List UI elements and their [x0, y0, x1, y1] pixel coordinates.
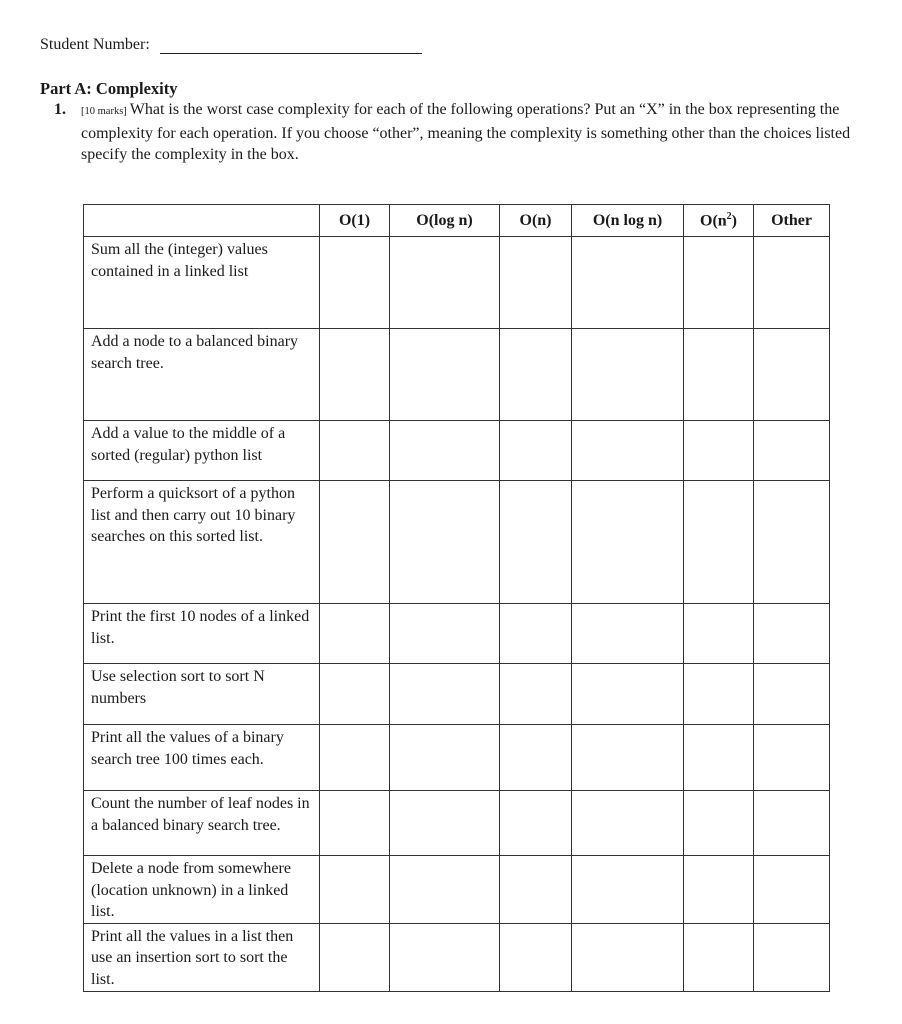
table-row [84, 856, 830, 924]
question-body [81, 99, 864, 166]
header-on: O(n) [500, 205, 572, 237]
answer-box-on[interactable] [500, 856, 572, 924]
answer-box-ologn[interactable] [390, 604, 500, 664]
question-number: 1. [54, 101, 66, 118]
header-on2-close: ) [731, 212, 737, 230]
answer-box-other[interactable] [754, 923, 830, 991]
operation-cell: Add a node to a balanced binary search tree. [84, 329, 320, 421]
table-row [84, 237, 830, 329]
operation-cell: Delete a node from somewhere (location unknown) in a linked list. [84, 856, 320, 924]
answer-box-ologn[interactable] [390, 237, 500, 329]
answer-box-on2[interactable] [684, 664, 754, 725]
answer-box-onlogn[interactable] [572, 237, 684, 329]
answer-box-on[interactable] [500, 481, 572, 604]
table-row [84, 421, 830, 481]
question-1 [54, 99, 864, 166]
header-other: Other [754, 205, 830, 237]
answer-box-o1[interactable] [320, 481, 390, 604]
table-row [84, 725, 830, 791]
answer-box-o1[interactable] [320, 923, 390, 991]
answer-box-o1[interactable] [320, 329, 390, 421]
answer-box-o1[interactable] [320, 791, 390, 856]
answer-box-onlogn[interactable] [572, 791, 684, 856]
complexity-table [83, 204, 830, 992]
operation-cell: Print the first 10 nodes of a linked list. [84, 604, 320, 664]
answer-box-on2[interactable] [684, 725, 754, 791]
part-title: Part A: Complexity [40, 79, 178, 98]
answer-box-other[interactable] [754, 481, 830, 604]
answer-box-onlogn[interactable] [572, 725, 684, 791]
header-row [84, 205, 830, 237]
header-on2-exp: 2 [726, 211, 732, 223]
question-marks: [10 marks] [81, 106, 127, 117]
answer-box-other[interactable] [754, 329, 830, 421]
operation-cell: Use selection sort to sort N numbers [84, 664, 320, 725]
header-on2 [684, 205, 754, 237]
answer-box-on[interactable] [500, 237, 572, 329]
answer-box-on[interactable] [500, 421, 572, 481]
operation-cell: Print all the values of a binary search tree 100 times each. [84, 725, 320, 791]
answer-box-on2[interactable] [684, 923, 754, 991]
answer-box-other[interactable] [754, 664, 830, 725]
answer-box-on[interactable] [500, 725, 572, 791]
student-number-label: Student Number: [40, 36, 150, 53]
answer-box-ologn[interactable] [390, 664, 500, 725]
answer-box-other[interactable] [754, 791, 830, 856]
answer-box-on[interactable] [500, 329, 572, 421]
header-operation [84, 205, 320, 237]
header-ologn: O(log n) [390, 205, 500, 237]
answer-box-o1[interactable] [320, 725, 390, 791]
answer-box-other[interactable] [754, 604, 830, 664]
table-row [84, 604, 830, 664]
answer-box-on2[interactable] [684, 421, 754, 481]
answer-box-on2[interactable] [684, 604, 754, 664]
question-text: What is the worst case complexity for each of the following operations? Put an “X” in the box representing the complexity for each operation. If you choose “other”, meaning the complexity is something other than the choices listed specify the complexity in the box. [81, 101, 851, 163]
table-row [84, 923, 830, 991]
header-o1: O(1) [320, 205, 390, 237]
operation-cell: Perform a quicksort of a python list and then carry out 10 binary searches on this sorted list. [84, 481, 320, 604]
operation-cell: Add a value to the middle of a sorted (regular) python list [84, 421, 320, 481]
header-onlogn: O(n log n) [572, 205, 684, 237]
answer-box-onlogn[interactable] [572, 421, 684, 481]
header-on2-base: O(n [700, 212, 727, 230]
answer-box-o1[interactable] [320, 664, 390, 725]
operation-cell: Sum all the (integer) values contained in a linked list [84, 237, 320, 329]
answer-box-ologn[interactable] [390, 329, 500, 421]
answer-box-other[interactable] [754, 856, 830, 924]
table-row [84, 481, 830, 604]
student-number [40, 36, 422, 54]
answer-box-onlogn[interactable] [572, 604, 684, 664]
operation-cell: Count the number of leaf nodes in a balanced binary search tree. [84, 791, 320, 856]
answer-box-other[interactable] [754, 725, 830, 791]
answer-box-o1[interactable] [320, 421, 390, 481]
table-row [84, 791, 830, 856]
answer-box-o1[interactable] [320, 237, 390, 329]
table-row [84, 664, 830, 725]
answer-box-on[interactable] [500, 791, 572, 856]
answer-box-on2[interactable] [684, 237, 754, 329]
answer-box-on2[interactable] [684, 856, 754, 924]
answer-box-onlogn[interactable] [572, 329, 684, 421]
answer-box-on[interactable] [500, 923, 572, 991]
answer-box-on2[interactable] [684, 481, 754, 604]
table-row [84, 329, 830, 421]
answer-box-onlogn[interactable] [572, 923, 684, 991]
answer-box-ologn[interactable] [390, 725, 500, 791]
operation-cell: Print all the values in a list then use an insertion sort to sort the list. [84, 923, 320, 991]
answer-box-ologn[interactable] [390, 791, 500, 856]
answer-box-on[interactable] [500, 604, 572, 664]
answer-box-o1[interactable] [320, 856, 390, 924]
answer-box-on2[interactable] [684, 791, 754, 856]
answer-box-other[interactable] [754, 237, 830, 329]
answer-box-ologn[interactable] [390, 421, 500, 481]
answer-box-onlogn[interactable] [572, 664, 684, 725]
answer-box-other[interactable] [754, 421, 830, 481]
answer-box-ologn[interactable] [390, 856, 500, 924]
answer-box-on2[interactable] [684, 329, 754, 421]
answer-box-onlogn[interactable] [572, 481, 684, 604]
student-number-blank[interactable] [160, 39, 422, 54]
answer-box-ologn[interactable] [390, 923, 500, 991]
answer-box-on[interactable] [500, 664, 572, 725]
answer-box-ologn[interactable] [390, 481, 500, 604]
answer-box-o1[interactable] [320, 604, 390, 664]
answer-box-onlogn[interactable] [572, 856, 684, 924]
